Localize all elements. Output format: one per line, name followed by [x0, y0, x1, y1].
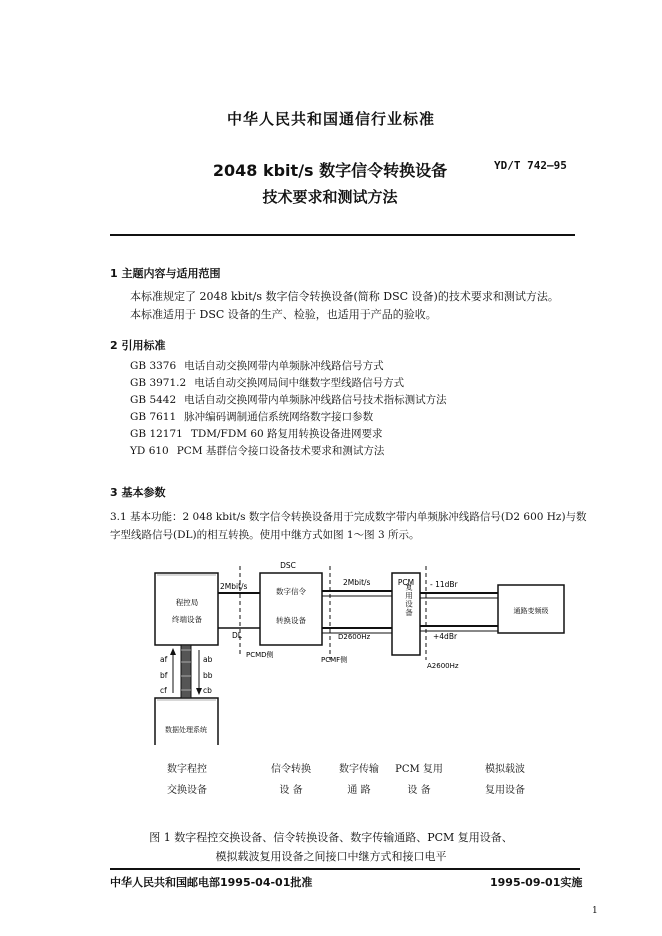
label-af: af [160, 655, 168, 664]
reference-list [130, 357, 590, 459]
reference-item: GB 3971.2 电话自动交换网局间中继数字型线路信号方式 [130, 376, 405, 389]
standard-number: YD/T 742—95 [494, 159, 567, 172]
approval-notice: 中华人民共和国邮电部1995-04-01批准 [110, 876, 313, 889]
exchange-terminal-box [155, 573, 218, 645]
label-ab: ab [203, 655, 213, 664]
label-2mbit-mid: 2Mbit/s [343, 578, 371, 587]
label-a2600: A2600Hz [427, 662, 459, 670]
label-pcmd-side: PCMD侧 [246, 651, 274, 659]
section-3-heading: 3 基本参数 [110, 486, 166, 499]
label-bb: bb [203, 671, 213, 680]
section-3-para-line2: 字型线路信号(DL)的相互转换。使用中继方式如图 1～图 3 所示。 [110, 529, 420, 541]
pcm-box-vertical: 复用设备 [404, 583, 414, 617]
figure-1-diagram [0, 555, 662, 745]
exchange-box-line1: 程控局 [175, 598, 199, 607]
equipment-label-pcm: PCM 复用 设 备 [395, 764, 443, 796]
equipment-label-dsc: 信令转换 设 备 [271, 764, 311, 796]
label-pcmf-side: PCMF侧 [321, 656, 348, 664]
label-cf: cf [160, 686, 167, 695]
pcm-box-title: PCM [397, 578, 415, 587]
exchange-box-line2: 终端设备 [172, 615, 202, 624]
dsc-box-line1: 数字信令 [276, 587, 306, 596]
section-2-heading: 2 引用标准 [110, 339, 166, 352]
document-title-line1: 2048 kbit/s 数字信令转换设备 [212, 161, 448, 180]
reference-item: GB 12171 TDM/FDM 60 路复用转换设备进网要求 [130, 427, 383, 440]
section-3-para-line1: 3.1 基本功能：2 048 kbit/s 数字信令转换设备用于完成数字带内单频脉冲线路信号(D2 600 Hz)与数 [110, 511, 587, 523]
section-1-para-2: 本标准适用于 DSC 设备的生产、检验，也适用于产品的验收。 [130, 308, 437, 321]
label-cb: cb [203, 686, 212, 695]
document-org: 中华人民共和国通信行业标准 [226, 110, 435, 128]
reference-item: GB 5442 电话自动交换网带内单频脉冲线路信号技术指标测试方法 [130, 393, 447, 406]
dsc-box-title: DSC [280, 561, 296, 570]
dsc-box-line2: 转换设备 [276, 616, 306, 625]
header-rule [110, 234, 575, 236]
equipment-label-carrier: 模拟载波 复用设备 [485, 764, 525, 796]
effective-date: 1995-09-01实施 [490, 876, 583, 889]
label-dl: DL [232, 631, 242, 640]
data-processing-box [155, 698, 218, 745]
figure-caption-line1: 图 1 数字程控交换设备、信令转换设备、数字传输通路、PCM 复用设备、 [149, 831, 513, 844]
label-2mbit-left: 2Mbit/s [220, 582, 248, 591]
label-bf: bf [160, 671, 168, 680]
reference-item: YD 610 PCM 基群信令接口设备技术要求和测试方法 [130, 444, 385, 457]
section-1-para-1: 本标准规定了 2048 kbit/s 数字信令转换设备(简称 DSC 设备)的技术要求和测试方法。 [130, 290, 559, 303]
label-minus11dbr: - 11dBr [430, 580, 458, 589]
page-number: 1 [592, 906, 598, 916]
equipment-label-transmission: 数字传输 通 路 [339, 764, 379, 796]
carrier-box-label: 通路变频级 [513, 607, 549, 615]
label-d2600: D2600Hz [338, 633, 371, 641]
reference-item: GB 7611 脉冲编码调制通信系统网络数字接口参数 [130, 410, 374, 423]
dsc-box [260, 573, 322, 645]
figure-caption-line2: 模拟载波复用设备之间接口中继方式和接口电平 [215, 850, 447, 863]
document-title-line2: 技术要求和测试方法 [262, 188, 398, 206]
reference-item: GB 3376 电话自动交换网带内单频脉冲线路信号方式 [130, 359, 384, 372]
equipment-label-exchange: 数字程控 交换设备 [167, 764, 207, 796]
label-plus4dbr: +4dBr [433, 632, 458, 641]
section-1-heading: 1 主题内容与适用范围 [110, 267, 221, 280]
footer-rule [110, 868, 580, 870]
data-processing-box-label: 数据处理系统 [165, 726, 207, 734]
